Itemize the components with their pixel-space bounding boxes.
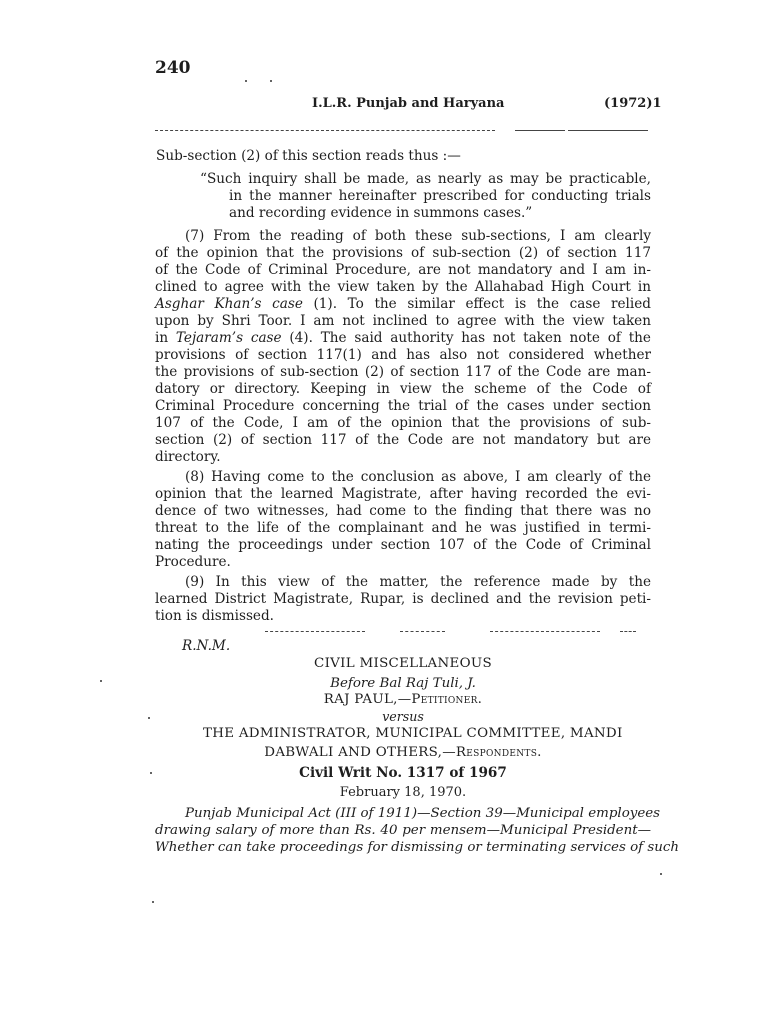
volume-year: (1972)1 (604, 96, 662, 111)
headnote-line: Whether can take proceedings for dismissing or terminating services of such (155, 840, 679, 855)
scan-speck (150, 772, 152, 774)
paragraph-line: opinion that the learned Magistrate, after having recorded the evi- (155, 486, 651, 502)
case-category: CIVIL MISCELLANEOUS (314, 656, 492, 671)
header-rule-segment (515, 130, 565, 131)
section-divider (265, 631, 365, 632)
paragraph-line: tion is dismissed. (155, 608, 274, 624)
quote-line: “Such inquiry shall be made, as nearly as may be practicable, (200, 171, 651, 187)
paragraph-line: Criminal Procedure concerning the trial of the cases under section (155, 398, 651, 414)
headnote-line: drawing salary of more than Rs. 40 per mensem—Municipal President— (155, 823, 651, 838)
scan-speck (152, 901, 154, 903)
paragraph-line: (9) In this view of the matter, the reference made by the (185, 574, 651, 590)
bench: Before Bal Raj Tuli, J. (330, 676, 476, 691)
reporter-initials: R.N.M. (182, 638, 231, 654)
paragraph-line: section (2) of section 117 of the Code are not mandatory but are (155, 432, 651, 448)
page-number: 240 (155, 58, 191, 78)
petitioner: RAJ PAUL,—Petitioner. (323, 692, 483, 707)
section-divider (400, 631, 445, 632)
versus: versus (382, 709, 424, 724)
paragraph-line: the provisions of sub-section (2) of section 117 of the Code are man- (155, 364, 651, 380)
section-divider (490, 631, 600, 632)
decision-date: February 18, 1970. (339, 785, 467, 800)
paragraph-line: of the opinion that the provisions of sub-section (2) of section 117 (155, 245, 651, 261)
paragraph-line: nating the proceedings under section 107 of the Code of Criminal (155, 537, 651, 553)
scan-speck (270, 80, 272, 82)
paragraph-line: of the Code of Criminal Procedure, are not mandatory and I am in- (155, 262, 651, 278)
paragraph-line: 107 of the Code, I am of the opinion that the provisions of sub- (155, 415, 651, 431)
section-divider (620, 631, 636, 632)
intro-line: Sub-section (2) of this section reads thus :— (156, 148, 461, 164)
paragraph-line-case-name: in Tejaram’s case (4). The said authority has not taken note of the (155, 330, 651, 346)
scan-speck (100, 680, 102, 682)
paragraph-line: datory or directory. Keeping in view the scheme of the Code of (155, 381, 651, 397)
paragraph-line: threat to the life of the complainant and he was justified in termi- (155, 520, 651, 536)
quote-line: and recording evidence in summons cases.” (229, 205, 533, 221)
paragraph-line: Procedure. (155, 554, 231, 570)
respondent-line-2: DABWALI AND OTHERS,—Respondents. (264, 745, 542, 760)
headnote-line: Punjab Municipal Act (III of 1911)—Section 39—Municipal employees (185, 806, 661, 821)
paragraph-line: provisions of section 117(1) and has also not considered whether (155, 347, 651, 363)
respondent-line-1: THE ADMINISTRATOR, MUNICIPAL COMMITTEE, MANDI (203, 726, 623, 741)
paragraph-line-case-name: Asghar Khan’s case (1). To the similar effect is the case relied (155, 296, 651, 312)
paragraph-line: clined to agree with the view taken by the Allahabad High Court in (155, 279, 651, 295)
paragraph-line: (7) From the reading of both these sub-sections, I am clearly (185, 228, 651, 244)
scan-speck (660, 873, 662, 875)
header-rule (155, 130, 495, 131)
writ-number: Civil Writ No. 1317 of 1967 (299, 765, 507, 781)
paragraph-line: dence of two witnesses, had come to the finding that there was no (155, 503, 651, 519)
running-head: I.L.R. Punjab and Haryana (312, 96, 505, 111)
header-rule-segment (568, 130, 648, 131)
case-name-asghar: Asghar Khan’s case (155, 296, 303, 312)
paragraph-line: directory. (155, 449, 221, 465)
paragraph-line: learned District Magistrate, Rupar, is declined and the revision peti- (155, 591, 651, 607)
scan-speck (245, 80, 247, 82)
case-name-tejaram: Tejaram’s case (175, 330, 282, 346)
quote-line: in the manner hereinafter prescribed for conducting trials (229, 188, 651, 204)
paragraph-line: upon by Shri Toor. I am not inclined to agree with the view taken (155, 313, 651, 329)
paragraph-line: (8) Having come to the conclusion as above, I am clearly of the (185, 469, 651, 485)
scan-speck (148, 717, 150, 719)
